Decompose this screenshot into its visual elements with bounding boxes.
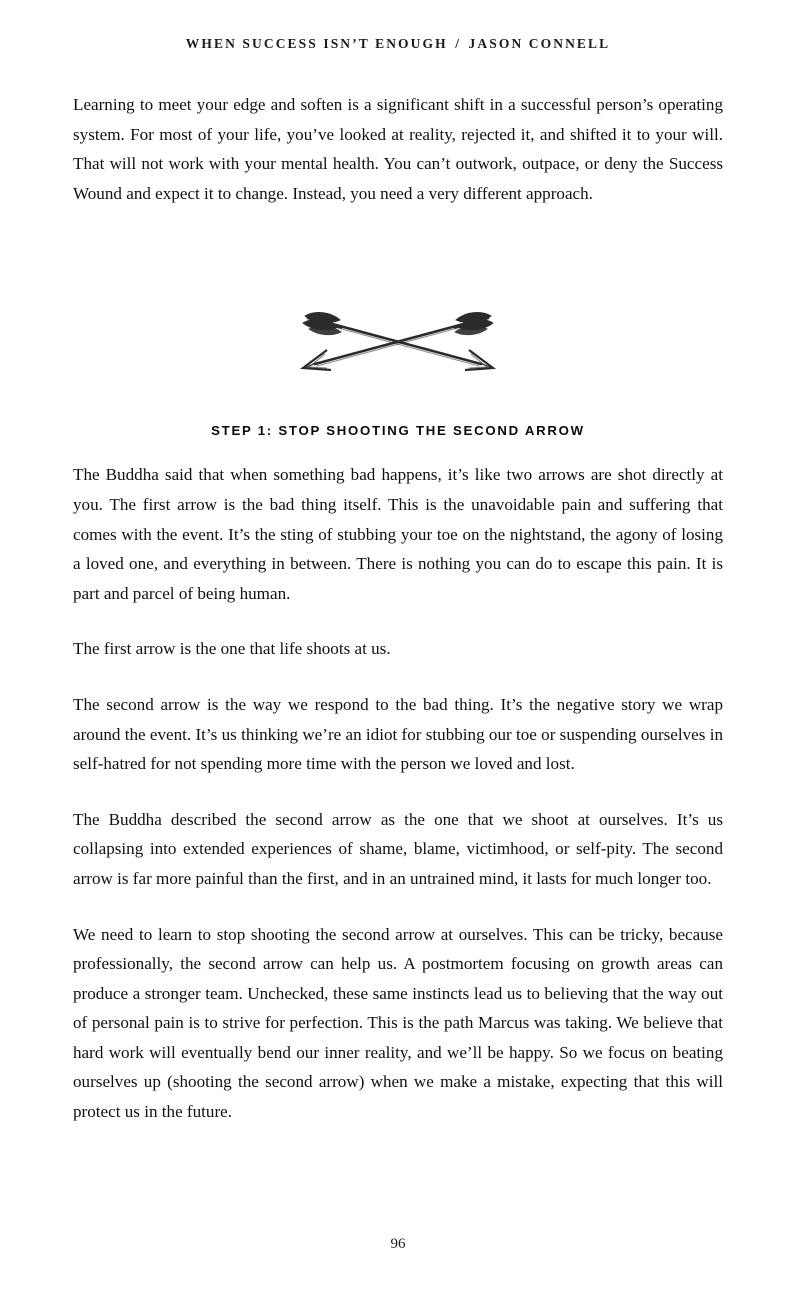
page-content [73,90,723,1127]
running-header [73,36,723,52]
paragraph: The second arrow is the way we respond to the bad thing. It’s the negative story we wrap around the event. It’s us thinking we’re an idiot for stubbing our toe or suspending ourselves in self-hatred for not spending more time with the person we loved and lost. [73,694,723,774]
running-header-separator: / [455,36,462,51]
page-number: 96 [390,1236,406,1252]
running-header-book-title: WHEN SUCCESS ISN’T ENOUGH [185,36,448,51]
paragraph: Learning to meet your edge and soften is a significant shift in a successful person’s operating system. For most of your life, you’ve looked at reality, rejected it, and shifted it to your will. That will not work with your mental health. You can’t outwork, outpace, or deny the Success Wound and expect it to change. Instead, you need a very different approach. [73,95,723,203]
paragraph: We need to learn to stop shooting the second arrow at ourselves. This can be tricky, because professionally, the second arrow can help us. A postmortem focusing on growth areas can produce a stronger team. Unchecked, these same instincts lead us to believing that the way out of personal pain is to strive for perfection. This is the path Marcus was taking. We believe that hard work will eventually bend our inner reality, and we’ll be happy. So we focus on beating ourselves up (shooting the second arrow) when we make a mistake, expecting that this will protect us in the future. [73,924,723,1122]
crossed-arrows-ornament [73,306,723,376]
ornament-spacer [73,234,723,286]
section-heading: STEP 1: STOP SHOOTING THE SECOND ARROW [211,423,585,439]
paragraph: The Buddha described the second arrow as the one that we shoot at ourselves. It’s us collapsing into extended experiences of shame, blame, victimhood, or self-pity. The second arrow is far more painful than the first, and in an untrained mind, it lasts for much longer too. [73,809,723,888]
paragraph: The first arrow is the one that life shoots at us. [73,639,391,659]
crossed-arrows-icon [293,306,503,376]
paragraph: The Buddha said that when something bad happens, it’s like two arrows are shot directly at you. The first arrow is the bad thing itself. This is the unavoidable pain and suffering that comes with the event. It’s the sting of stubbing your toe on the nightstand, the agony of losing a loved one, and everything in between. There is nothing you can do to escape this pain. It is part and parcel of being human. [73,465,723,603]
running-header-author: JASON CONNELL [468,36,611,51]
